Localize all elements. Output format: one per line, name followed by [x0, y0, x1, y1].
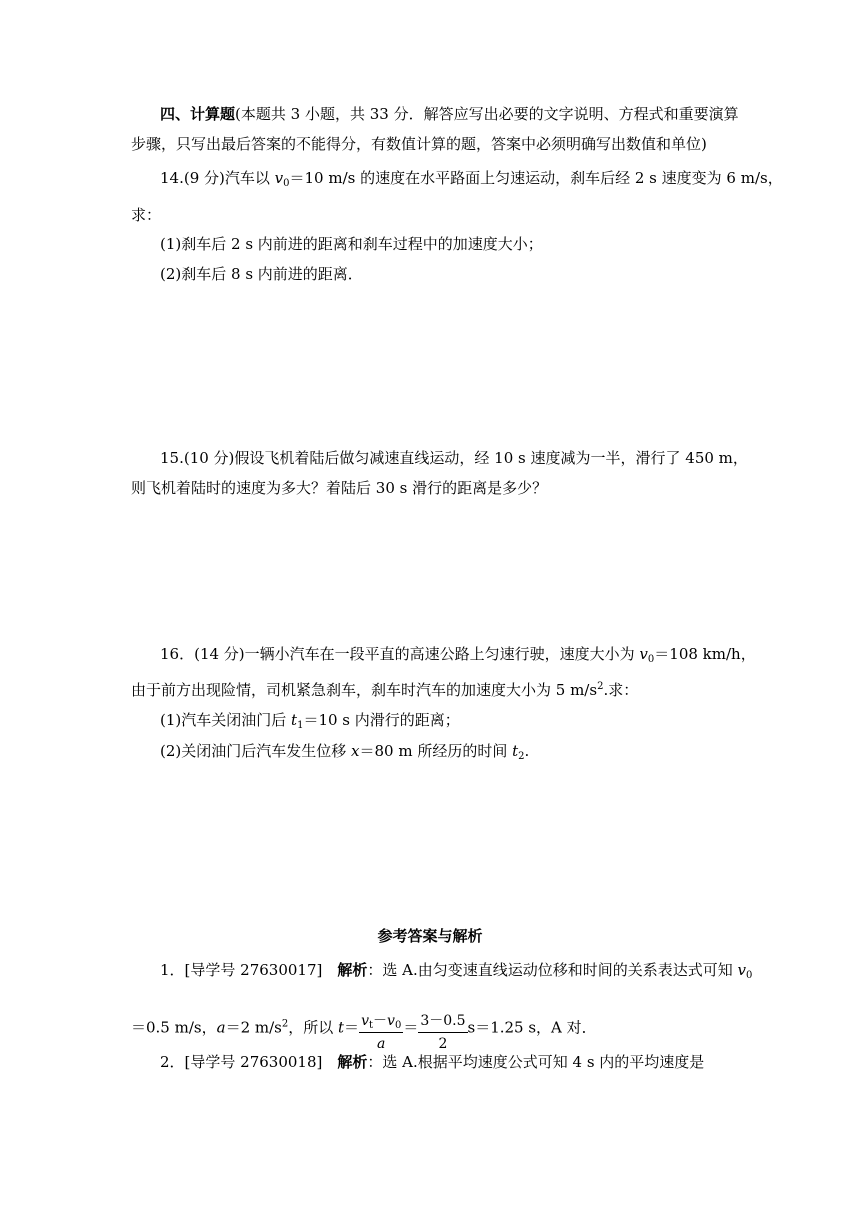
frac1-v2: v: [387, 1013, 395, 1029]
q16-p2-b: ＝80 m 所经历的时间: [359, 742, 513, 760]
fraction-2: [418, 1010, 467, 1055]
answer-1-sub: 0: [746, 970, 753, 981]
q16-p2-t: t: [512, 742, 519, 760]
q14-stem-a: 14.(9 分)汽车以: [160, 169, 275, 187]
section-intro-line-1: [160, 104, 739, 124]
answer-1-t: t: [338, 1018, 345, 1037]
section-intro-1: (本题共 3 小题，共 33 分．解答应写出必要的文字说明、方程式和重要演算: [235, 105, 739, 123]
q16-part2: [160, 741, 529, 761]
fraction-2-numerator: 3－0.5: [418, 1010, 467, 1033]
answer-1-eq2: ＝: [403, 1018, 419, 1037]
q16-p1-a: (1)汽车关闭油门后: [160, 711, 292, 729]
frac1-sub: t: [368, 1020, 374, 1031]
q16-p2-sub: 2: [518, 751, 525, 762]
q16-p1-b: ＝10 s 内滑行的距离；: [303, 711, 460, 729]
answer-2-text: ：选 A.根据平均速度公式可知 4 s 内的平均速度是: [367, 1053, 705, 1071]
q16-stem-a: 16．(14 分)一辆小汽车在一段平直的高速公路上匀速行驶，速度大小为: [160, 645, 640, 663]
fraction-2-denominator: 2: [438, 1036, 448, 1052]
answer-1-l2-a: ＝0.5 m/s，: [131, 1018, 217, 1037]
answer-1-text: ：选 A.由匀变速直线运动位移和时间的关系表达式可知: [367, 961, 738, 979]
q16-p1-sub: 1: [297, 720, 304, 731]
answer-1-number: 1．[导学号 27630017]: [160, 961, 338, 979]
q14-v: v: [274, 169, 284, 187]
section-heading: 四、计算题: [160, 105, 236, 123]
frac1-v: v: [361, 1013, 369, 1029]
fraction-1-numerator: [359, 1010, 403, 1033]
section-intro-line-2: 步骤，只写出最后答案的不能得分，有数值计算的题，答案中必须明确写出数值和单位): [131, 135, 707, 153]
q14-stem-b: ＝10 m/s 的速度在水平路面上匀速运动，刹车后经 2 s 速度变为 6 m/s，: [289, 169, 783, 187]
answer-1-line1: [160, 960, 752, 980]
answer-1-v: v: [737, 961, 747, 979]
fraction-1: [359, 1010, 403, 1055]
q16-line2: [131, 680, 638, 700]
frac1-minus: －: [373, 1013, 388, 1029]
q14-part1: (1)刹车后 2 s 内前进的距离和刹车过程中的加速度大小；: [160, 235, 543, 253]
q16-p2-x: x: [351, 742, 360, 760]
q16-line2-a: 由于前方出现险情，司机紧急刹车，刹车时汽车的加速度大小为 5 m/s: [131, 681, 598, 699]
q14-stem-c: 求：: [131, 206, 162, 224]
answers-title: 参考答案与解析: [377, 927, 483, 945]
frac1-den: a: [377, 1036, 386, 1052]
answer-1-a-var: a: [216, 1018, 226, 1037]
q16-stem-b: ＝108 km/h，: [654, 645, 756, 663]
answer-1-eq: ＝: [344, 1018, 360, 1037]
answer-1-l2-c: ，所以: [288, 1018, 339, 1037]
q16-p2-a: (2)关闭油门后汽车发生位移: [160, 742, 352, 760]
q16-sub: 0: [647, 654, 655, 665]
frac1-sub2: 0: [394, 1020, 402, 1031]
answer-2-label: 解析: [337, 1053, 368, 1071]
answer-1-line2: [131, 1006, 597, 1051]
q16-v: v: [639, 645, 648, 663]
q15-line1: 15.(10 分)假设飞机着陆后做匀减速直线运动，经 10 s 速度减为一半，滑行了 450 m，: [160, 449, 748, 467]
answer-1-l2-end: s＝1.25 s，A 对．: [467, 1018, 597, 1037]
answer-2-line1: [160, 1052, 704, 1072]
q16-p2-c: .: [524, 742, 530, 760]
answer-1-label: 解析: [337, 961, 368, 979]
q15-line2: 则飞机着陆时的速度为多大？着陆后 30 s 滑行的距离是多少？: [131, 479, 548, 497]
q14-part2: (2)刹车后 8 s 内前进的距离．: [160, 265, 363, 283]
q14-stem: [160, 168, 783, 188]
q16-line2-b: .求：: [603, 681, 639, 699]
q16-p1-t: t: [291, 711, 298, 729]
q16-stem: [160, 644, 756, 664]
answer-1-l2-sup: 2: [281, 1018, 289, 1030]
answer-1-l2-b: ＝2 m/s: [225, 1018, 282, 1037]
q16-part1: [160, 710, 460, 730]
q16-line2-sup: 2: [597, 681, 604, 692]
q14-sub: 0: [283, 178, 290, 189]
answer-2-number: 2．[导学号 27630018]: [160, 1053, 338, 1071]
